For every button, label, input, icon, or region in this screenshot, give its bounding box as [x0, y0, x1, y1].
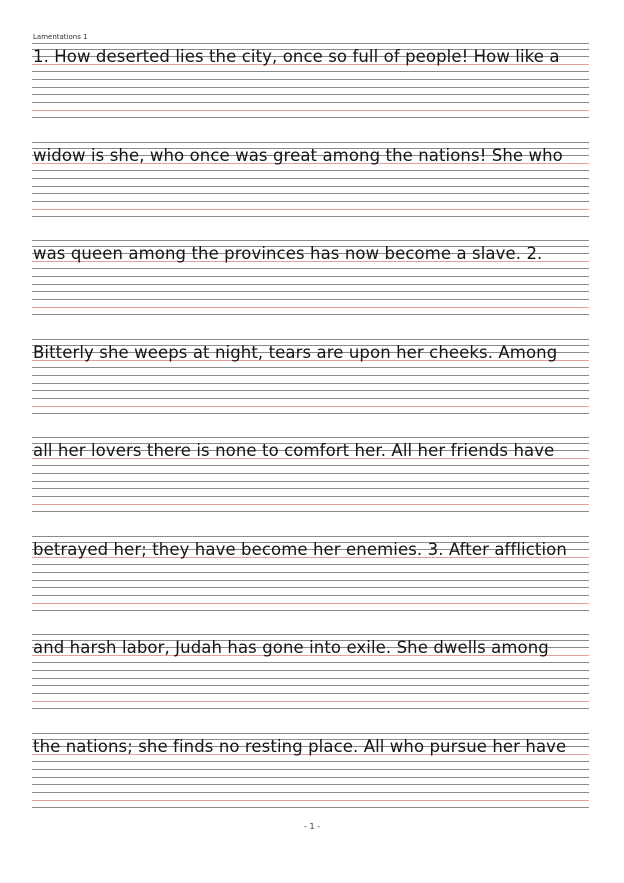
guide-line [32, 587, 589, 588]
verse-text-line: Bitterly she weeps at night, tears are upon her cheeks. Among [33, 342, 558, 362]
practice-line-block [32, 634, 589, 732]
verse-text-line: all her lovers there is none to comfort her. All her friends have [33, 441, 555, 460]
practice-line-block [32, 43, 589, 141]
guide-line [32, 375, 589, 376]
guide-line [32, 572, 589, 573]
baseline-guide [32, 603, 589, 604]
guide-line [32, 784, 589, 785]
guide-line [32, 595, 589, 596]
guide-line [32, 193, 589, 194]
guide-line [32, 94, 589, 95]
guide-line [32, 761, 589, 762]
guide-line [32, 678, 589, 679]
guide-line [32, 291, 589, 292]
guide-line [32, 473, 589, 474]
guide-line [32, 413, 589, 414]
guide-line [32, 314, 589, 315]
baseline-guide [32, 406, 589, 407]
guide-line [32, 299, 589, 300]
guide-line [32, 580, 589, 581]
guide-line [32, 71, 589, 72]
guide-line [32, 465, 589, 466]
practice-line-block [32, 339, 589, 437]
guide-line [32, 398, 589, 399]
verse-text-line: the nations; she finds no resting place. All who pursue her have [33, 736, 567, 756]
practice-line-block [32, 536, 589, 634]
guide-line [32, 383, 589, 384]
baseline-guide [32, 307, 589, 308]
guide-line [32, 488, 589, 489]
guide-line [32, 240, 589, 241]
practice-line-block [32, 437, 589, 535]
guide-line [32, 43, 589, 44]
practice-line-block [32, 240, 589, 338]
guide-line [32, 367, 589, 368]
guide-line [32, 437, 589, 438]
guide-line [32, 117, 589, 118]
guide-line [32, 496, 589, 497]
guide-line [32, 481, 589, 482]
guide-line [32, 79, 589, 80]
guide-line [32, 693, 589, 694]
guide-line [32, 733, 589, 734]
baseline-guide [32, 209, 589, 210]
guide-line [32, 390, 589, 391]
guide-line [32, 536, 589, 537]
verse-text-line: and harsh labor, Judah has gone into exile. She dwells among [33, 638, 549, 657]
guide-line [32, 685, 589, 686]
practice-line-block [32, 733, 589, 831]
baseline-guide [32, 701, 589, 702]
guide-line [32, 186, 589, 187]
page-number: - 1 - [304, 822, 320, 831]
guide-line [32, 777, 589, 778]
verse-text-line: 1. How deserted lies the city, once so full of people! How like a [33, 47, 560, 66]
guide-line [32, 708, 589, 709]
baseline-guide [32, 800, 589, 801]
guide-line [32, 142, 589, 143]
guide-line [32, 201, 589, 202]
guide-line [32, 339, 589, 340]
verse-text-line: betrayed her; they have become her enemies. 3. After affliction [33, 539, 567, 559]
verse-text-line: was queen among the provinces has now become a slave. 2. [33, 244, 543, 263]
guide-line [32, 276, 589, 277]
guide-line [32, 610, 589, 611]
guide-line [32, 662, 589, 663]
guide-line [32, 634, 589, 635]
verse-text-line: widow is she, who once was great among the nations! She who [33, 145, 563, 165]
guide-line [32, 792, 589, 793]
guide-line [32, 807, 589, 808]
guide-line [32, 511, 589, 512]
page-header: Lamentations 1 [33, 33, 88, 41]
practice-line-block [32, 142, 589, 240]
guide-line [32, 102, 589, 103]
guide-line [32, 769, 589, 770]
baseline-guide [32, 504, 589, 505]
guide-line [32, 268, 589, 269]
guide-line [32, 87, 589, 88]
guide-line [32, 284, 589, 285]
guide-line [32, 170, 589, 171]
guide-line [32, 670, 589, 671]
guide-line [32, 564, 589, 565]
guide-line [32, 178, 589, 179]
guide-line [32, 216, 589, 217]
baseline-guide [32, 110, 589, 111]
